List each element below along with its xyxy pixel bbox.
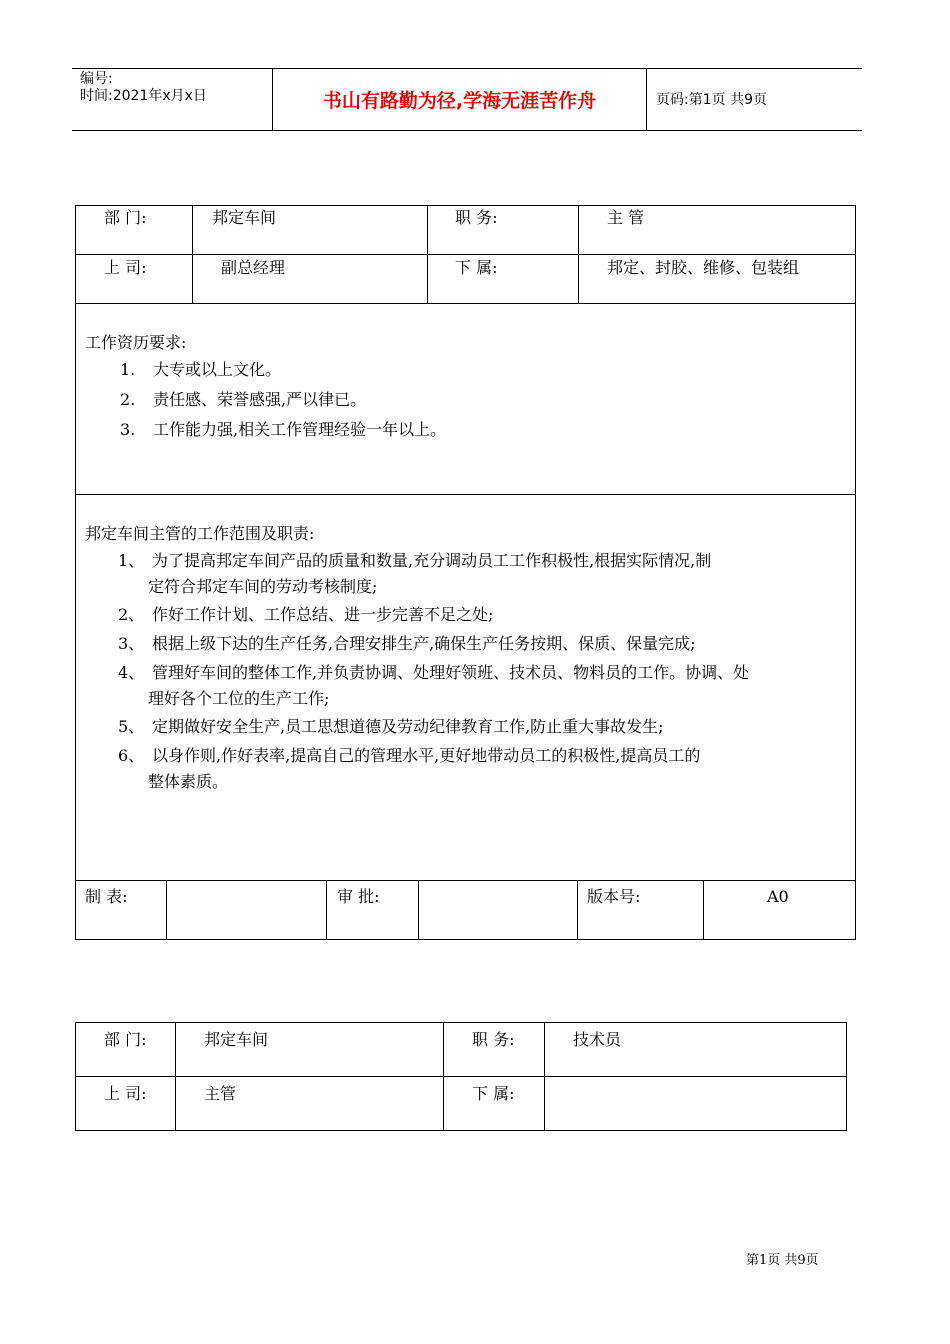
time-label: 时间:2021年x月x日 — [80, 88, 207, 104]
boss-value: 主管 — [204, 1084, 237, 1103]
duty-item: 定期做好安全生产,员工思想道德及劳动纪律教育工作,防止重大事故发生; — [152, 717, 664, 736]
duty-number: 1、 — [118, 551, 145, 570]
col-divider — [326, 880, 327, 940]
duty-item: 为了提高邦定车间产品的质量和数量,充分调动员工工作积极性,根据实际情况,制 — [152, 551, 712, 570]
boss-value: 副总经理 — [221, 258, 286, 277]
dept-value: 邦定车间 — [212, 208, 277, 227]
col-divider — [577, 880, 578, 940]
col-divider — [166, 880, 167, 940]
duty-number: 6、 — [118, 746, 145, 765]
col-divider — [703, 880, 704, 940]
duty-item-cont: 整体素质。 — [148, 772, 229, 791]
duty-item: 管理好车间的整体工作,并负责协调、处理好领班、技术员、物料员的工作。协调、处 — [152, 663, 750, 682]
row-divider — [75, 880, 856, 881]
duties-title: 邦定车间主管的工作范围及职责: — [85, 524, 315, 543]
duty-item-cont: 理好各个工位的生产工作; — [148, 689, 330, 708]
version-value: A0 — [767, 887, 789, 906]
requirement-item: 大专或以上文化。 — [153, 360, 282, 379]
boss-label: 上 司: — [104, 258, 147, 277]
doc-no-label: 编号: — [80, 71, 113, 87]
header-meta — [80, 71, 207, 105]
row-divider — [75, 1076, 847, 1077]
position-value: 技术员 — [573, 1030, 622, 1049]
duty-number: 3、 — [118, 634, 145, 653]
header-motto: 书山有路勤为径,学海无涯苦作舟 — [322, 90, 597, 112]
dept-value: 邦定车间 — [204, 1030, 269, 1049]
col-divider — [578, 205, 579, 303]
requirement-item: 责任感、荣誉感强,严以律已。 — [153, 390, 367, 409]
duty-item: 根据上级下达的生产任务,合理安排生产,确保生产任务按期、保质、保量完成; — [152, 634, 696, 653]
position-label: 职 务: — [472, 1030, 515, 1049]
row-divider — [75, 303, 856, 304]
requirement-number: 3. — [120, 420, 136, 439]
duty-number: 4、 — [118, 663, 145, 682]
col-divider — [175, 1022, 176, 1131]
col-divider — [418, 880, 419, 940]
dept-label: 部 门: — [104, 208, 147, 227]
page-footer-number: 第1页 共9页 — [746, 1253, 819, 1268]
subordinate-value: 邦定、封胶、维修、包装组 — [607, 258, 800, 277]
duty-number: 2、 — [118, 605, 145, 624]
position-value: 主 管 — [607, 208, 645, 227]
col-divider — [192, 205, 193, 303]
requirement-number: 2. — [120, 390, 136, 409]
boss-label: 上 司: — [104, 1084, 147, 1103]
col-divider — [544, 1022, 545, 1131]
version-label: 版本号: — [587, 887, 641, 906]
duty-item: 以身作则,作好表率,提高自己的管理水平,更好地带动员工的积极性,提高员工的 — [152, 746, 701, 765]
requirements-title: 工作资历要求: — [85, 333, 187, 352]
subordinate-label: 下 属: — [455, 258, 498, 277]
requirement-item: 工作能力强,相关工作管理经验一年以上。 — [153, 420, 447, 439]
row-divider — [75, 494, 856, 495]
header-page-number: 页码:第1页 共9页 — [656, 92, 767, 108]
col-divider — [443, 1022, 444, 1131]
maker-label: 制 表: — [85, 887, 128, 906]
header-divider — [646, 69, 647, 130]
duty-item-cont: 定符合邦定车间的劳动考核制度; — [148, 577, 378, 596]
duty-item: 作好工作计划、工作总结、进一步完善不足之处; — [152, 605, 494, 624]
subordinate-label: 下 属: — [472, 1084, 515, 1103]
dept-label: 部 门: — [104, 1030, 147, 1049]
approver-label: 审 批: — [337, 887, 380, 906]
requirement-number: 1. — [120, 360, 136, 379]
page-header — [72, 68, 862, 131]
duty-number: 5、 — [118, 717, 145, 736]
position-label: 职 务: — [455, 208, 498, 227]
col-divider — [427, 205, 428, 303]
